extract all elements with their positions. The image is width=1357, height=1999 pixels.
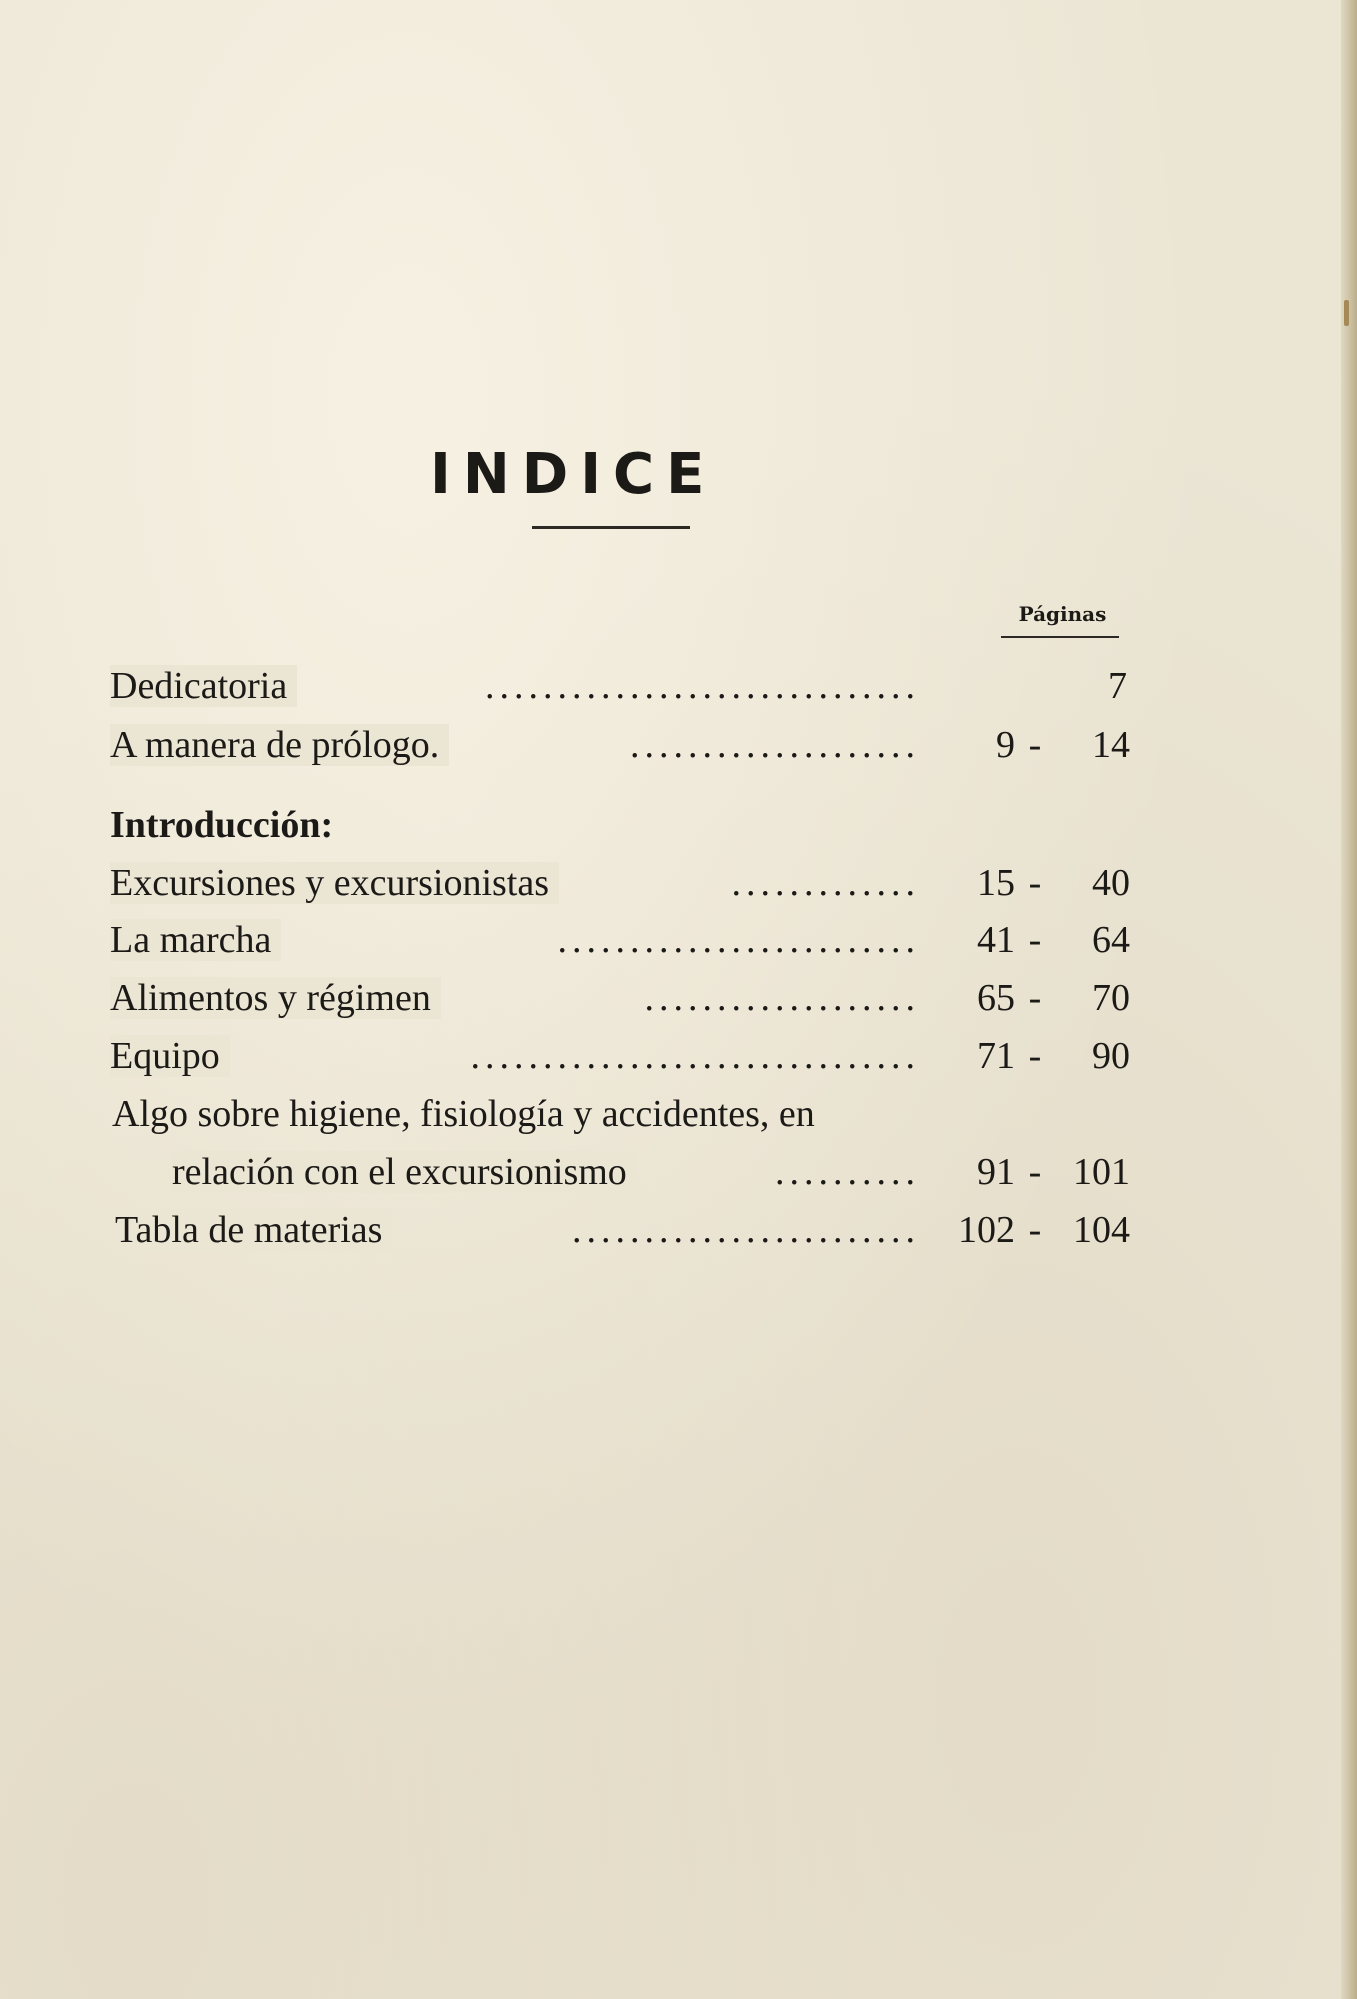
- toc-entry-title: A manera de prólogo.: [110, 724, 449, 766]
- toc-entry-prologo: [110, 720, 1130, 770]
- toc-entry-la-marcha: [110, 915, 1130, 965]
- toc-entry-alimentos: [110, 973, 1130, 1023]
- page-to: 70: [1092, 977, 1130, 1019]
- page-range-dash: -: [1028, 977, 1042, 1019]
- toc-entry-equipo: [110, 1031, 1130, 1081]
- page-range-dash: -: [1028, 919, 1042, 961]
- page-range-dash: -: [1028, 862, 1042, 904]
- dot-leader: ....................: [630, 724, 920, 766]
- toc-entry-leader: [115, 1205, 920, 1255]
- dot-leader: ...................: [644, 977, 920, 1019]
- toc-entry-pages: [960, 720, 1130, 770]
- toc-entry-leader: [110, 1031, 920, 1081]
- page-range-dash: -: [1028, 1151, 1042, 1193]
- toc-entry-leader: [110, 858, 920, 908]
- page-number: 7: [1108, 665, 1127, 707]
- page-from: 9: [996, 724, 1015, 766]
- page-from: 71: [977, 1035, 1015, 1077]
- dot-leader: ..............................: [485, 665, 920, 707]
- toc-entry-higiene-line1: Algo sobre higiene, fisiología y accidentes, en: [112, 1093, 815, 1135]
- page-from: 102: [958, 1209, 1015, 1251]
- page-to: 14: [1092, 724, 1130, 766]
- dot-leader: ...............................: [470, 1035, 920, 1077]
- page-to: 40: [1092, 862, 1130, 904]
- toc-entry-title: La marcha: [110, 919, 281, 961]
- toc-entry-title: Excursiones y excursionistas: [110, 862, 559, 904]
- page-to: 104: [1073, 1209, 1130, 1251]
- toc-entry-higiene: [172, 1147, 1130, 1197]
- toc-entry-pages: [960, 915, 1130, 965]
- page-from: 65: [977, 977, 1015, 1019]
- toc-entry-title: Alimentos y régimen: [110, 977, 441, 1019]
- page-to: 90: [1092, 1035, 1130, 1077]
- toc-entry-pages: [960, 858, 1130, 908]
- toc-entry-pages: [960, 661, 1130, 711]
- toc-entry-title: Tabla de materias: [115, 1209, 392, 1251]
- toc-entry-leader: [110, 720, 920, 770]
- toc-entry-leader: [172, 1147, 920, 1197]
- toc-entry-title: relación con el excursionismo: [172, 1151, 637, 1193]
- page-to: 64: [1092, 919, 1130, 961]
- page-from: 41: [977, 919, 1015, 961]
- dot-leader: .............: [731, 862, 920, 904]
- page-from: 15: [977, 862, 1015, 904]
- pages-column-header: Páginas: [1018, 602, 1107, 626]
- toc-entry-pages: [960, 1205, 1130, 1255]
- toc-entry-leader: [110, 661, 920, 711]
- toc-entry-pages: [960, 973, 1130, 1023]
- toc-entry-pages: [960, 1147, 1130, 1197]
- toc-entry-leader: [110, 915, 920, 965]
- section-heading: Introducción:: [110, 804, 334, 846]
- page-to: 101: [1073, 1151, 1130, 1193]
- toc-entry-pages: [960, 1031, 1130, 1081]
- toc-entry-excursiones: [110, 858, 1130, 908]
- toc-entry-leader: [110, 973, 920, 1023]
- page-range-dash: -: [1028, 1209, 1042, 1251]
- toc-entry-title: Equipo: [110, 1035, 230, 1077]
- page-title: INDICE: [430, 442, 717, 507]
- page-range-dash: -: [1028, 1035, 1042, 1077]
- page-range-dash: -: [1028, 724, 1042, 766]
- dot-leader: ........................: [572, 1209, 920, 1251]
- page-from: 91: [977, 1151, 1015, 1193]
- dot-leader: .........................: [557, 919, 920, 961]
- toc-entry-tabla: [115, 1205, 1135, 1255]
- toc-entry-dedicatoria: [110, 661, 1130, 711]
- dot-leader: ..........: [775, 1151, 920, 1193]
- toc-entry-title: Dedicatoria: [110, 665, 297, 707]
